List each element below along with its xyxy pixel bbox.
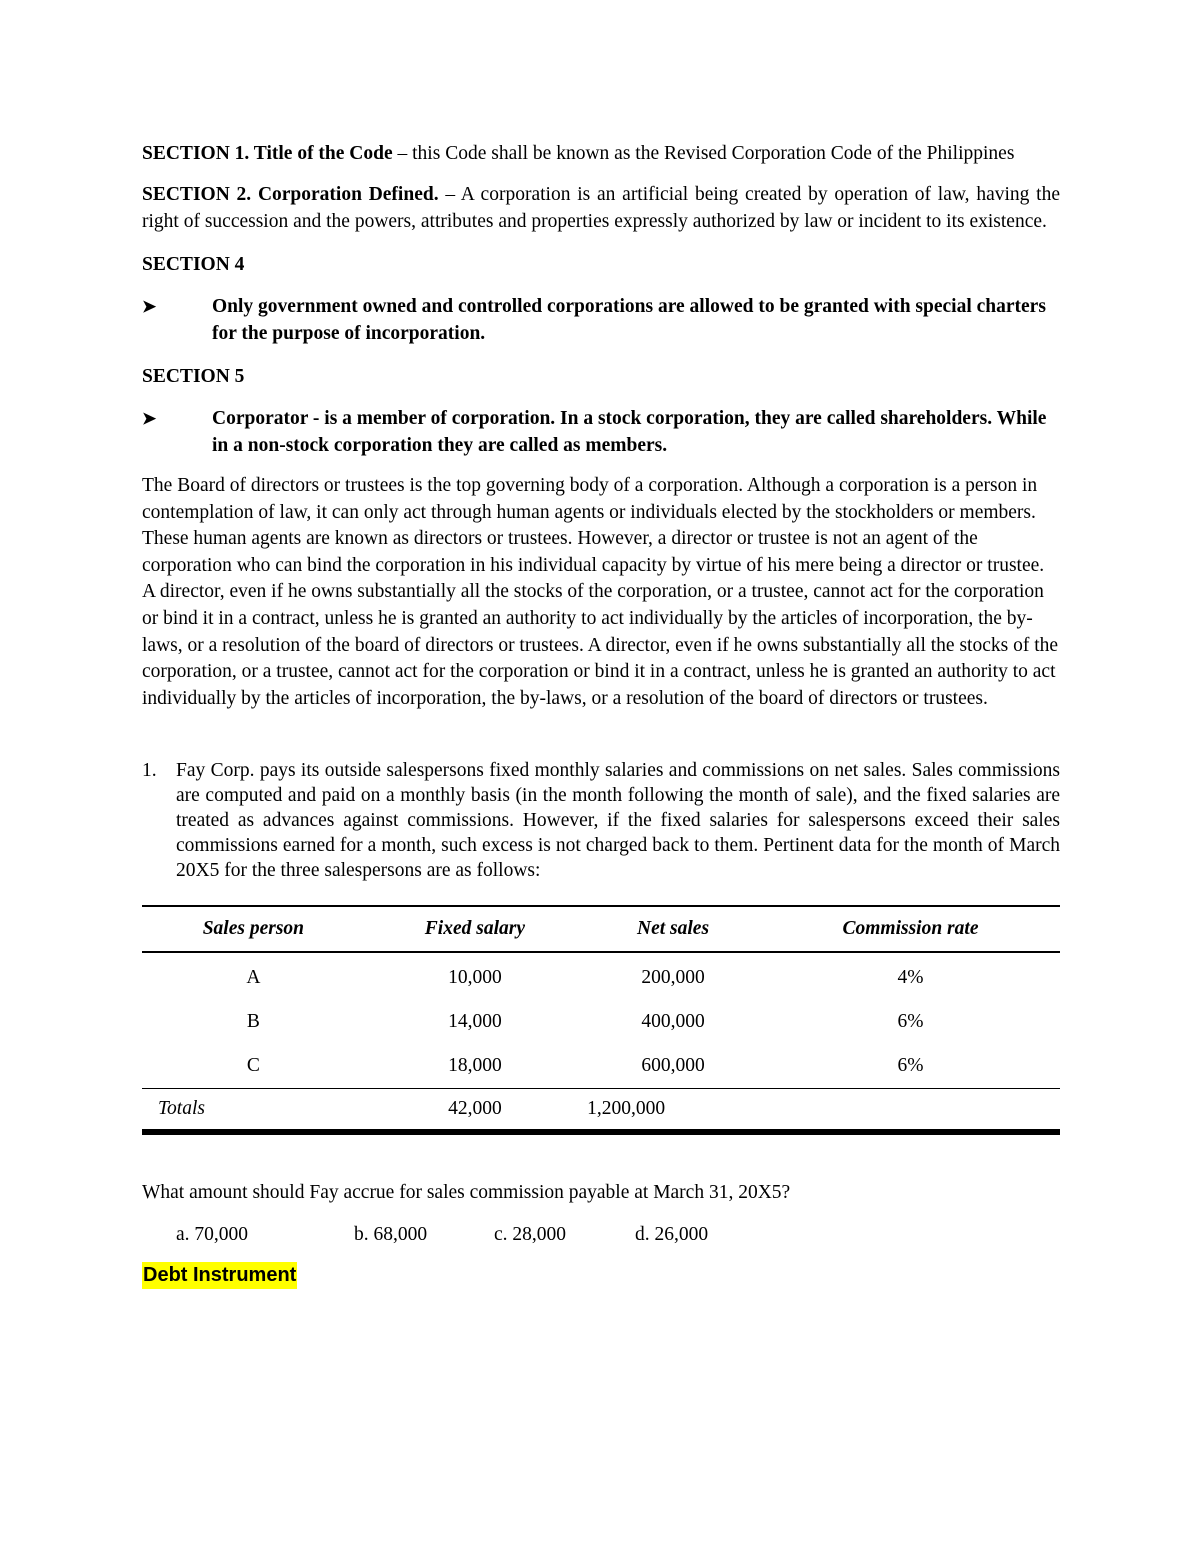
header-fixed-salary: Fixed salary (365, 906, 585, 952)
section-5-bullet (142, 405, 1060, 459)
cell-commission-rate: 4% (897, 967, 924, 989)
choice-c: c. 28,000 (494, 1224, 567, 1246)
section-5-bullet-text: Corporator - is a member of corporation. In a stock corporation, they are called shareholders. While in a non-stock corporation they are called as members. (212, 408, 1047, 456)
header-net-sales: Net sales (585, 906, 761, 952)
document-content (142, 140, 1060, 1289)
table-row (142, 1000, 1060, 1044)
totals-empty (761, 1089, 1060, 1133)
section-1-text: – this Code shall be known as the Revised Corporation Code of the Philippines (392, 143, 1015, 164)
totals-label: Totals (142, 1089, 365, 1133)
cell-fixed-salary: 14,000 (448, 1011, 502, 1033)
choice-d: d. 26,000 (635, 1224, 709, 1246)
totals-fixed-salary: 42,000 (365, 1089, 585, 1133)
section-1 (142, 140, 1060, 167)
cell-net-sales: 200,000 (641, 967, 705, 989)
choice-b: b. 68,000 (354, 1224, 428, 1246)
header-sales-person: Sales person (142, 906, 365, 952)
problem-text: Fay Corp. pays its outside salespersons fixed monthly salaries and commissions on net sales. Sales commissions are computed and paid on a monthly basis (in the month following the month of sale), and the fixed salaries are treated as advances against commissions. However, if the fixed salaries for salespersons exceed their sales commissions earned for a month, such excess is not charged back to them. Pertinent data for the month of March 20X5 for the three salespersons are as follows: (176, 760, 1060, 882)
cell-sales-person: A (246, 967, 261, 989)
cell-commission-rate: 6% (897, 1011, 924, 1033)
problem-number: 1. (142, 760, 157, 782)
question-text: What amount should Fay accrue for sales commission payable at March 31, 20X5? (142, 1182, 791, 1204)
cell-fixed-salary: 18,000 (448, 1055, 502, 1077)
totals-net-sales: 1,200,000 (585, 1089, 761, 1133)
section-1-label: SECTION 1. Title of the Code (142, 143, 393, 164)
section-4-bullet (142, 293, 1060, 347)
table-row (142, 1044, 1060, 1089)
debt-instrument-heading: Debt Instrument (142, 1262, 297, 1289)
arrow-bullet-icon: ➤ (142, 297, 157, 316)
problem-1 (142, 758, 1060, 883)
section-5-heading: SECTION 5 (142, 366, 245, 387)
sales-table (142, 905, 1060, 1135)
section-2-label: SECTION 2. Corporation Defined. (142, 184, 439, 205)
cell-net-sales: 400,000 (641, 1011, 705, 1033)
debt-heading-wrap (142, 1262, 1060, 1289)
table-row (142, 952, 1060, 1000)
cell-commission-rate: 6% (897, 1055, 924, 1077)
section-4-bullet-text: Only government owned and controlled corporations are allowed to be granted with special charters for the purpose of incorporation. (212, 296, 1046, 344)
cell-net-sales: 600,000 (641, 1055, 705, 1077)
board-paragraph: The Board of directors or trustees is the top governing body of a corporation. Although a corporation is a person in contemplation of law, it can only act through human agents or individuals elected by the stockholders or members. These human agents are known as directors or trustees. However, a director or trustee is not an agent of the corporation who can bind the corporation in his individual capacity by virtue of his mere being a director or trustee. A director, even if he owns substantially all the stocks of the corporation, or a trustee, cannot act for the corporation or bind it in a contract, unless he is granted an authority to act individually by the articles of incorporation, the by-laws, or a resolution of the board of directors or trustees. A director, even if he owns substantially all the stocks of the corporation, or a trustee, cannot act for the corporation or bind it in a contract, unless he is granted an authority to act individually by the articles of incorporation, the by-laws, or a resolution of the board of directors or trustees. (142, 475, 1059, 709)
section-2 (142, 181, 1060, 235)
cell-sales-person: C (246, 1055, 260, 1077)
header-commission-rate: Commission rate (761, 906, 1060, 952)
totals-row (142, 1089, 1060, 1133)
table-header-row (142, 906, 1060, 952)
cell-fixed-salary: 10,000 (448, 967, 502, 989)
choice-a: a. 70,000 (176, 1224, 249, 1246)
section-4-heading: SECTION 4 (142, 254, 245, 275)
section-2-text: – A corporation is an artificial being created by operation of law, having the right of succession and the powers, attributes and properties expressly authorized by law or incident to its existence. (142, 184, 1060, 232)
cell-sales-person: B (246, 1011, 260, 1033)
answer-choices (142, 1221, 1060, 1248)
arrow-bullet-icon: ➤ (142, 409, 157, 428)
